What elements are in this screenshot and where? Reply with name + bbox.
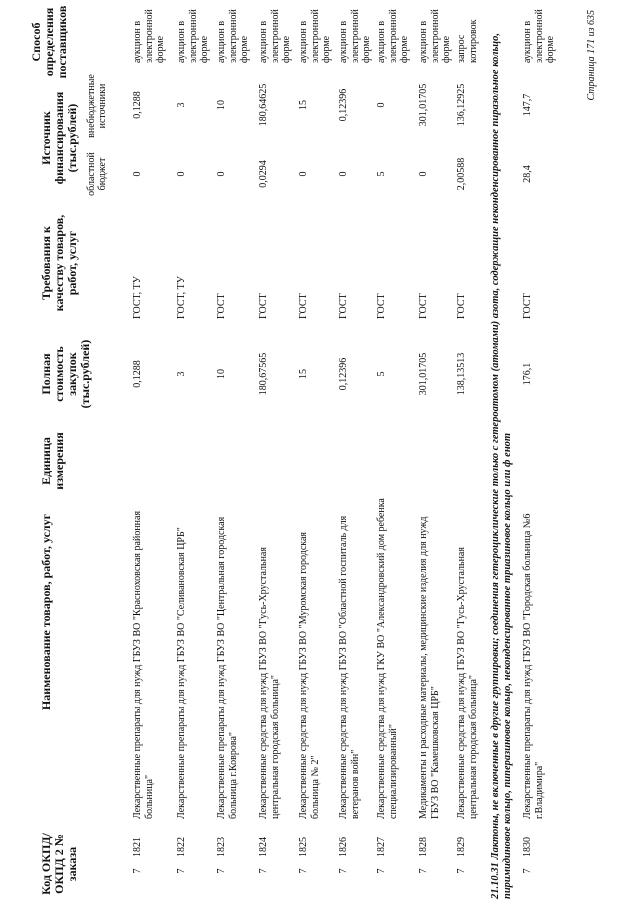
row-name: Лекарственные средства для нужд ГКУ ВО "Александровский дом ребенка специализированный" — [376, 498, 399, 819]
row-cost: 138,13513 — [456, 352, 467, 396]
row-cost: 0,1288 — [132, 360, 143, 388]
row-number: 1823 — [216, 837, 227, 857]
row-code: 7 — [258, 868, 269, 874]
header-cost: Полная стоимость закупок (тыс.рублей) — [39, 339, 92, 409]
row-cost: 3 — [176, 371, 187, 377]
row-code: 7 — [376, 868, 387, 874]
row-requirements: ГОСТ — [456, 293, 467, 319]
row-method: аукцион в электронной форме — [216, 9, 250, 63]
row-regional: 0 — [418, 171, 429, 177]
row-regional: 0 — [132, 171, 143, 177]
page-number: Страница 171 из 635 — [586, 10, 597, 101]
row-number: 1822 — [176, 837, 187, 857]
row-method: аукцион в электронной форме — [522, 9, 556, 63]
row-regional: 0 — [216, 171, 227, 177]
row-regional: 0 — [298, 171, 309, 177]
row-extra: 0,12396 — [338, 88, 349, 122]
header-requirements: Требования к качеству товаров, работ, услуг — [39, 214, 79, 312]
row-number: 1829 — [456, 837, 467, 857]
row-extra: 301,01705 — [418, 83, 429, 127]
row-name: Медикаменты и расходные материалы, медицинские изделия для нужд ГБУЗ ВО "Камешковская ЦРБ" — [418, 516, 441, 819]
row-method: аукцион в электронной форме — [258, 9, 292, 63]
row-requirements: ГОСТ — [338, 293, 349, 319]
row-regional: 0 — [176, 171, 187, 177]
row-number: 1824 — [258, 837, 269, 857]
row-regional: 5 — [376, 171, 387, 177]
row-name: Лекарственные препараты для нужд ГБУЗ ВО "Городская больница №6 г.Владимира" — [522, 513, 545, 819]
row-extra: 15 — [298, 100, 309, 110]
row-number: 1825 — [298, 837, 309, 857]
row-name: Лекарственные средства для нужд ГБУЗ ВО "Гусь-Хрустальная центральная городская больница" — [258, 547, 281, 819]
row-extra: 180,64625 — [258, 83, 269, 127]
row-number: 1828 — [418, 837, 429, 857]
row-requirements: ГОСТ — [418, 293, 429, 319]
row-requirements: ГОСТ, ТУ — [176, 276, 187, 319]
row-requirements: ГОСТ — [298, 293, 309, 319]
row-regional: 0,0294 — [258, 160, 269, 188]
header-code: Код ОКПД/ ОКПД 2 № заказа — [39, 833, 79, 895]
row-cost: 15 — [298, 369, 309, 379]
row-number: 1827 — [376, 837, 387, 857]
header-funding-regional: областной бюджет — [86, 152, 108, 196]
row-method: аукцион в электронной форме — [376, 9, 410, 63]
row-requirements: ГОСТ — [216, 293, 227, 319]
header-funding-extra: внебюджетные источники — [86, 74, 108, 138]
row-extra: 147,7 — [522, 93, 533, 117]
row-extra: 3 — [176, 102, 187, 108]
row-cost: 180,67565 — [258, 352, 269, 396]
row-name: Лекарственные средства для нужд ГБУЗ ВО "Областной госпиталь для ветеранов войн" — [338, 515, 361, 819]
row-method: аукцион в электронной форме — [298, 9, 332, 63]
row-code: 7 — [522, 868, 533, 874]
section-heading — [490, 9, 514, 899]
header-funding: Источник финансирования (тыс.рублей) — [39, 91, 79, 185]
row-code: 7 — [456, 868, 467, 874]
row-code: 7 — [216, 868, 227, 874]
table-header — [0, 0, 128, 905]
row-code: 7 — [176, 868, 187, 874]
row-requirements: ГОСТ, ТУ — [132, 276, 143, 319]
row-regional: 0 — [338, 171, 349, 177]
row-cost: 5 — [376, 371, 387, 377]
header-name: Наименование товаров, работ, услуг — [39, 513, 53, 711]
row-method: аукцион в электронной форме — [418, 9, 452, 63]
section-text: Лактоны, не включенные в другие группировки; соединения гетероциклические только с гетероатомом (атомами) азота, содержащие неконденсированное пиразольное кольцо, пиримидиновое кольцо, пиперазиновое кольцо, неконденсированное триазиновое кольцо или ф енот — [490, 32, 513, 899]
header-method: Способ определения поставщиков — [29, 5, 69, 79]
header-unit: Единица измерения — [39, 432, 66, 490]
section-code: 21.10.31 — [490, 862, 501, 899]
row-extra: 10 — [216, 100, 227, 110]
row-number: 1830 — [522, 837, 533, 857]
row-requirements: ГОСТ — [376, 293, 387, 319]
row-cost: 10 — [216, 369, 227, 379]
row-method: аукцион в электронной форме — [132, 9, 166, 63]
row-requirements: ГОСТ — [258, 293, 269, 319]
row-extra: 0 — [376, 102, 387, 108]
row-number: 1821 — [132, 837, 143, 857]
row-extra: 0,1288 — [132, 91, 143, 119]
row-name: Лекарственные средства для нужд ГБУЗ ВО "Гусь-Хрустальная центральная городская больница" — [456, 547, 479, 819]
row-code: 7 — [418, 868, 429, 874]
row-name: Лекарственные препараты для нужд ГБУЗ ВО "Центральная городская больница г.Коврова" — [216, 516, 239, 819]
row-requirements: ГОСТ — [522, 293, 533, 319]
row-cost: 301,01705 — [418, 352, 429, 396]
row-method: аукцион в электронной форме — [338, 9, 372, 63]
row-code: 7 — [338, 868, 349, 874]
row-cost: 0,12396 — [338, 357, 349, 391]
row-extra: 136,12925 — [456, 83, 467, 127]
row-method: запрос котировок — [456, 19, 479, 63]
row-name: Лекарственные препараты для нужд ГБУЗ ВО "Селивановская ЦРБ" — [176, 527, 187, 819]
row-regional: 2,00588 — [456, 157, 467, 191]
row-name: Лекарственные средства для нужд ГБУЗ ВО "Муромская городская больница № 2" — [298, 531, 321, 819]
row-method: аукцион в электронной форме — [176, 9, 210, 63]
row-cost: 176,1 — [522, 362, 533, 386]
row-code: 7 — [132, 868, 143, 874]
row-regional: 28,4 — [522, 165, 533, 183]
row-number: 1826 — [338, 837, 349, 857]
row-name: Лекарственные препараты для нужд ГБУЗ ВО "Красноховская районная больница" — [132, 510, 155, 819]
row-code: 7 — [298, 868, 309, 874]
